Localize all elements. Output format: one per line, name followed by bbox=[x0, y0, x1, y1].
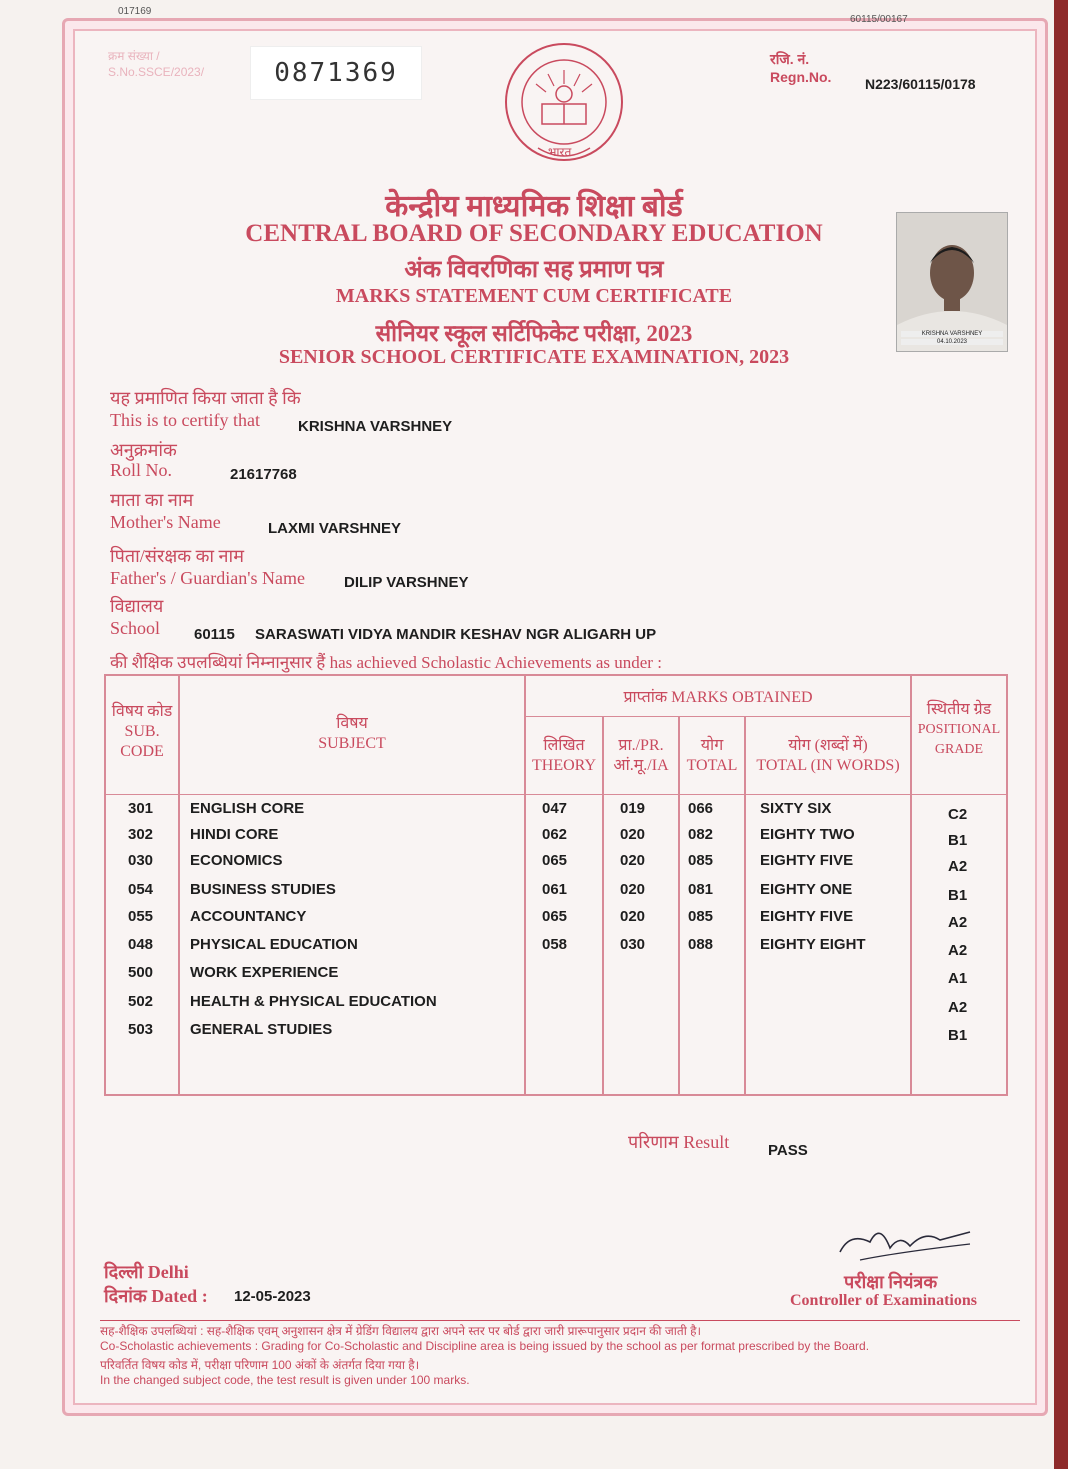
cell-subject: ECONOMICS bbox=[190, 852, 283, 869]
cell-words: SIXTY SIX bbox=[760, 800, 832, 817]
photo-caption-date: 04.10.2023 bbox=[901, 339, 1003, 345]
cell-code: 502 bbox=[128, 993, 154, 1010]
serial-number: 0871369 bbox=[250, 46, 422, 100]
col-pr-hi: प्रा./PR. bbox=[618, 737, 664, 754]
cell-words: EIGHTY FIVE bbox=[760, 908, 854, 925]
regn-label-hi: रजि. नं. bbox=[770, 51, 810, 67]
certify-label-en: This is to certify that bbox=[110, 410, 260, 430]
certify-label-hi: यह प्रमाणित किया जाता है कि bbox=[110, 388, 301, 408]
serial-label-hi: क्रम संख्या / bbox=[108, 49, 160, 63]
candidate-name: KRISHNA VARSHNEY bbox=[298, 418, 453, 435]
candidate-photo bbox=[896, 212, 1008, 352]
cell-subject: GENERAL STUDIES bbox=[190, 1021, 333, 1038]
footer-divider bbox=[100, 1320, 1020, 1321]
doc-title-hi: अंक विवरणिका सह प्रमाण पत्र bbox=[404, 257, 664, 283]
col-words-en: TOTAL (IN WORDS) bbox=[756, 757, 900, 774]
cell-total: 088 bbox=[688, 936, 714, 953]
father-label-en: Father's / Guardian's Name bbox=[110, 568, 305, 588]
cell-subject: HINDI CORE bbox=[190, 826, 279, 843]
doc-title-en: MARKS STATEMENT CUM CERTIFICATE bbox=[335, 285, 733, 307]
col-subject-header bbox=[180, 714, 524, 754]
col-words-hi: योग (शब्दों में) bbox=[788, 737, 868, 754]
cell-subject: PHYSICAL EDUCATION bbox=[190, 936, 358, 953]
col-code-header bbox=[106, 702, 178, 762]
cell-pr: 020 bbox=[620, 881, 646, 898]
cell-subject: WORK EXPERIENCE bbox=[190, 964, 339, 981]
col-total-hi: योग bbox=[700, 737, 724, 754]
issue-date: 12-05-2023 bbox=[234, 1288, 311, 1305]
cell-total: 082 bbox=[688, 826, 714, 843]
cell-grade: B1 bbox=[948, 832, 968, 849]
cell-code: 301 bbox=[128, 800, 154, 817]
cell-words: EIGHTY FIVE bbox=[760, 852, 854, 869]
cell-words: EIGHTY ONE bbox=[760, 881, 853, 898]
controller-signature bbox=[830, 1212, 980, 1272]
top-left-number: 017169 bbox=[118, 6, 152, 17]
cell-pr: 019 bbox=[620, 800, 646, 817]
cell-theory: 061 bbox=[542, 881, 568, 898]
cell-code: 030 bbox=[128, 852, 154, 869]
controller-hi: परीक्षा नियंत्रक bbox=[844, 1272, 938, 1292]
col-subject-hi: विषय bbox=[336, 715, 368, 732]
cell-subject: ENGLISH CORE bbox=[190, 800, 305, 817]
col-theory-en: THEORY bbox=[532, 757, 596, 774]
col-grade-en1: POSITIONAL bbox=[917, 722, 1001, 737]
col-subject-en: SUBJECT bbox=[318, 735, 386, 752]
cell-grade: B1 bbox=[948, 887, 968, 904]
achieved-statement: की शैक्षिक उपलब्धियां निम्नानुसार हैं has achieved Scholastic Achievements as under : bbox=[110, 653, 662, 672]
mother-label-en: Mother's Name bbox=[110, 512, 221, 532]
cell-code: 048 bbox=[128, 936, 154, 953]
serial-label bbox=[108, 48, 204, 80]
footnote-2: Co-Scholastic achievements : Grading for Co-Scholastic and Discipline area is being issued by the school as per format prescribed by the Board. bbox=[100, 1339, 870, 1353]
col-pr-en: आं.मू./IA bbox=[613, 757, 669, 774]
school-label-en: School bbox=[110, 618, 161, 638]
col-grade-header bbox=[912, 700, 1006, 760]
cell-pr: 020 bbox=[620, 852, 646, 869]
cell-grade: C2 bbox=[948, 806, 968, 823]
photo-caption: KRISHNA VARSHNEY bbox=[901, 331, 1003, 337]
cell-grade: A2 bbox=[948, 858, 968, 875]
cell-code: 503 bbox=[128, 1021, 154, 1038]
cell-pr: 020 bbox=[620, 908, 646, 925]
cell-theory: 065 bbox=[542, 852, 568, 869]
place-label: दिल्ली Delhi bbox=[104, 1262, 189, 1282]
board-name-hi: केन्द्रीय माध्यमिक शिक्षा बोर्ड bbox=[385, 190, 683, 223]
seal-country: भारत bbox=[548, 145, 572, 159]
cell-total: 085 bbox=[688, 852, 714, 869]
top-right-number: 60115/00167 bbox=[850, 14, 908, 25]
col-theory-hi: लिखित bbox=[543, 737, 585, 754]
col-code-en2: CODE bbox=[120, 743, 164, 760]
col-theory-header bbox=[526, 736, 602, 776]
cell-total: 085 bbox=[688, 908, 714, 925]
col-code-hi: विषय कोड bbox=[111, 703, 173, 720]
footnote-1: सह-शैक्षिक उपलब्धियां : सह-शैक्षिक एवम् अनुशासन क्षेत्र में ग्रेडिंग विद्यालय द्वारा अपने स्तर पर बोर्ड द्वारा जारी प्रारूपानुसार प्रदान की जाती है। bbox=[100, 1324, 702, 1338]
result-value: PASS bbox=[768, 1142, 808, 1159]
col-pr-header bbox=[604, 736, 678, 776]
cell-theory: 065 bbox=[542, 908, 568, 925]
cell-subject: HEALTH & PHYSICAL EDUCATION bbox=[190, 993, 437, 1010]
regn-label bbox=[770, 50, 831, 86]
regn-number: N223/60115/0178 bbox=[865, 76, 976, 92]
controller-en: Controller of Examinations bbox=[790, 1292, 977, 1309]
cell-pr: 020 bbox=[620, 826, 646, 843]
school-label-hi: विद्यालय bbox=[110, 596, 164, 616]
cell-total: 066 bbox=[688, 800, 714, 817]
cell-subject: ACCOUNTANCY bbox=[190, 908, 307, 925]
exam-title-en: SENIOR SCHOOL CERTIFICATE EXAMINATION, 2023 bbox=[278, 346, 790, 368]
dated-label: दिनांक Dated : bbox=[104, 1286, 208, 1306]
col-total-header bbox=[680, 736, 744, 776]
father-label-hi: पिता/संरक्षक का नाम bbox=[110, 546, 244, 566]
col-marks-header: प्राप्तांक MARKS OBTAINED bbox=[623, 689, 813, 706]
mother-label-hi: माता का नाम bbox=[110, 490, 194, 510]
cell-total: 081 bbox=[688, 881, 714, 898]
cell-theory: 062 bbox=[542, 826, 568, 843]
cell-pr: 030 bbox=[620, 936, 646, 953]
col-grade-en2: GRADE bbox=[934, 742, 984, 757]
cell-subject: BUSINESS STUDIES bbox=[190, 881, 336, 898]
cell-grade: A1 bbox=[948, 970, 968, 987]
col-code-en1: SUB. bbox=[124, 723, 160, 740]
school-name: SARASWATI VIDYA MANDIR KESHAV NGR ALIGARH UP bbox=[255, 626, 657, 643]
footnote-4: In the changed subject code, the test result is given under 100 marks. bbox=[100, 1373, 470, 1387]
cell-grade: A2 bbox=[948, 914, 968, 931]
col-total-en: TOTAL bbox=[686, 757, 738, 774]
serial-label-en: S.No.SSCE/2023/ bbox=[108, 65, 205, 79]
footnote-3: परिवर्तित विषय कोड में, परीक्षा परिणाम 100 अंकों के अंतर्गत दिया गया है। bbox=[100, 1358, 420, 1372]
cell-words: EIGHTY EIGHT bbox=[760, 936, 866, 953]
cell-theory: 058 bbox=[542, 936, 568, 953]
result-label: परिणाम Result bbox=[628, 1132, 730, 1152]
cell-code: 054 bbox=[128, 881, 154, 898]
cell-code: 500 bbox=[128, 964, 154, 981]
father-name: DILIP VARSHNEY bbox=[344, 574, 469, 591]
roll-label-hi: अनुक्रमांक bbox=[110, 440, 177, 460]
cell-grade: A2 bbox=[948, 999, 968, 1016]
roll-label-en: Roll No. bbox=[110, 460, 173, 480]
cell-grade: B1 bbox=[948, 1027, 968, 1044]
cell-theory: 047 bbox=[542, 800, 568, 817]
board-name-en: CENTRAL BOARD OF SECONDARY EDUCATION bbox=[245, 220, 823, 247]
cell-code: 302 bbox=[128, 826, 154, 843]
cell-code: 055 bbox=[128, 908, 154, 925]
school-code: 60115 bbox=[194, 626, 235, 643]
exam-title-hi: सीनियर स्कूल सर्टिफिकेट परीक्षा, 2023 bbox=[375, 321, 693, 346]
col-grade-hi: स्थितीय ग्रेड bbox=[926, 701, 992, 718]
cell-words: EIGHTY TWO bbox=[760, 826, 855, 843]
col-words-header bbox=[746, 736, 910, 776]
roll-number: 21617768 bbox=[230, 466, 297, 483]
regn-label-en: Regn.No. bbox=[770, 69, 832, 85]
mother-name: LAXMI VARSHNEY bbox=[268, 520, 402, 537]
cell-grade: A2 bbox=[948, 942, 968, 959]
